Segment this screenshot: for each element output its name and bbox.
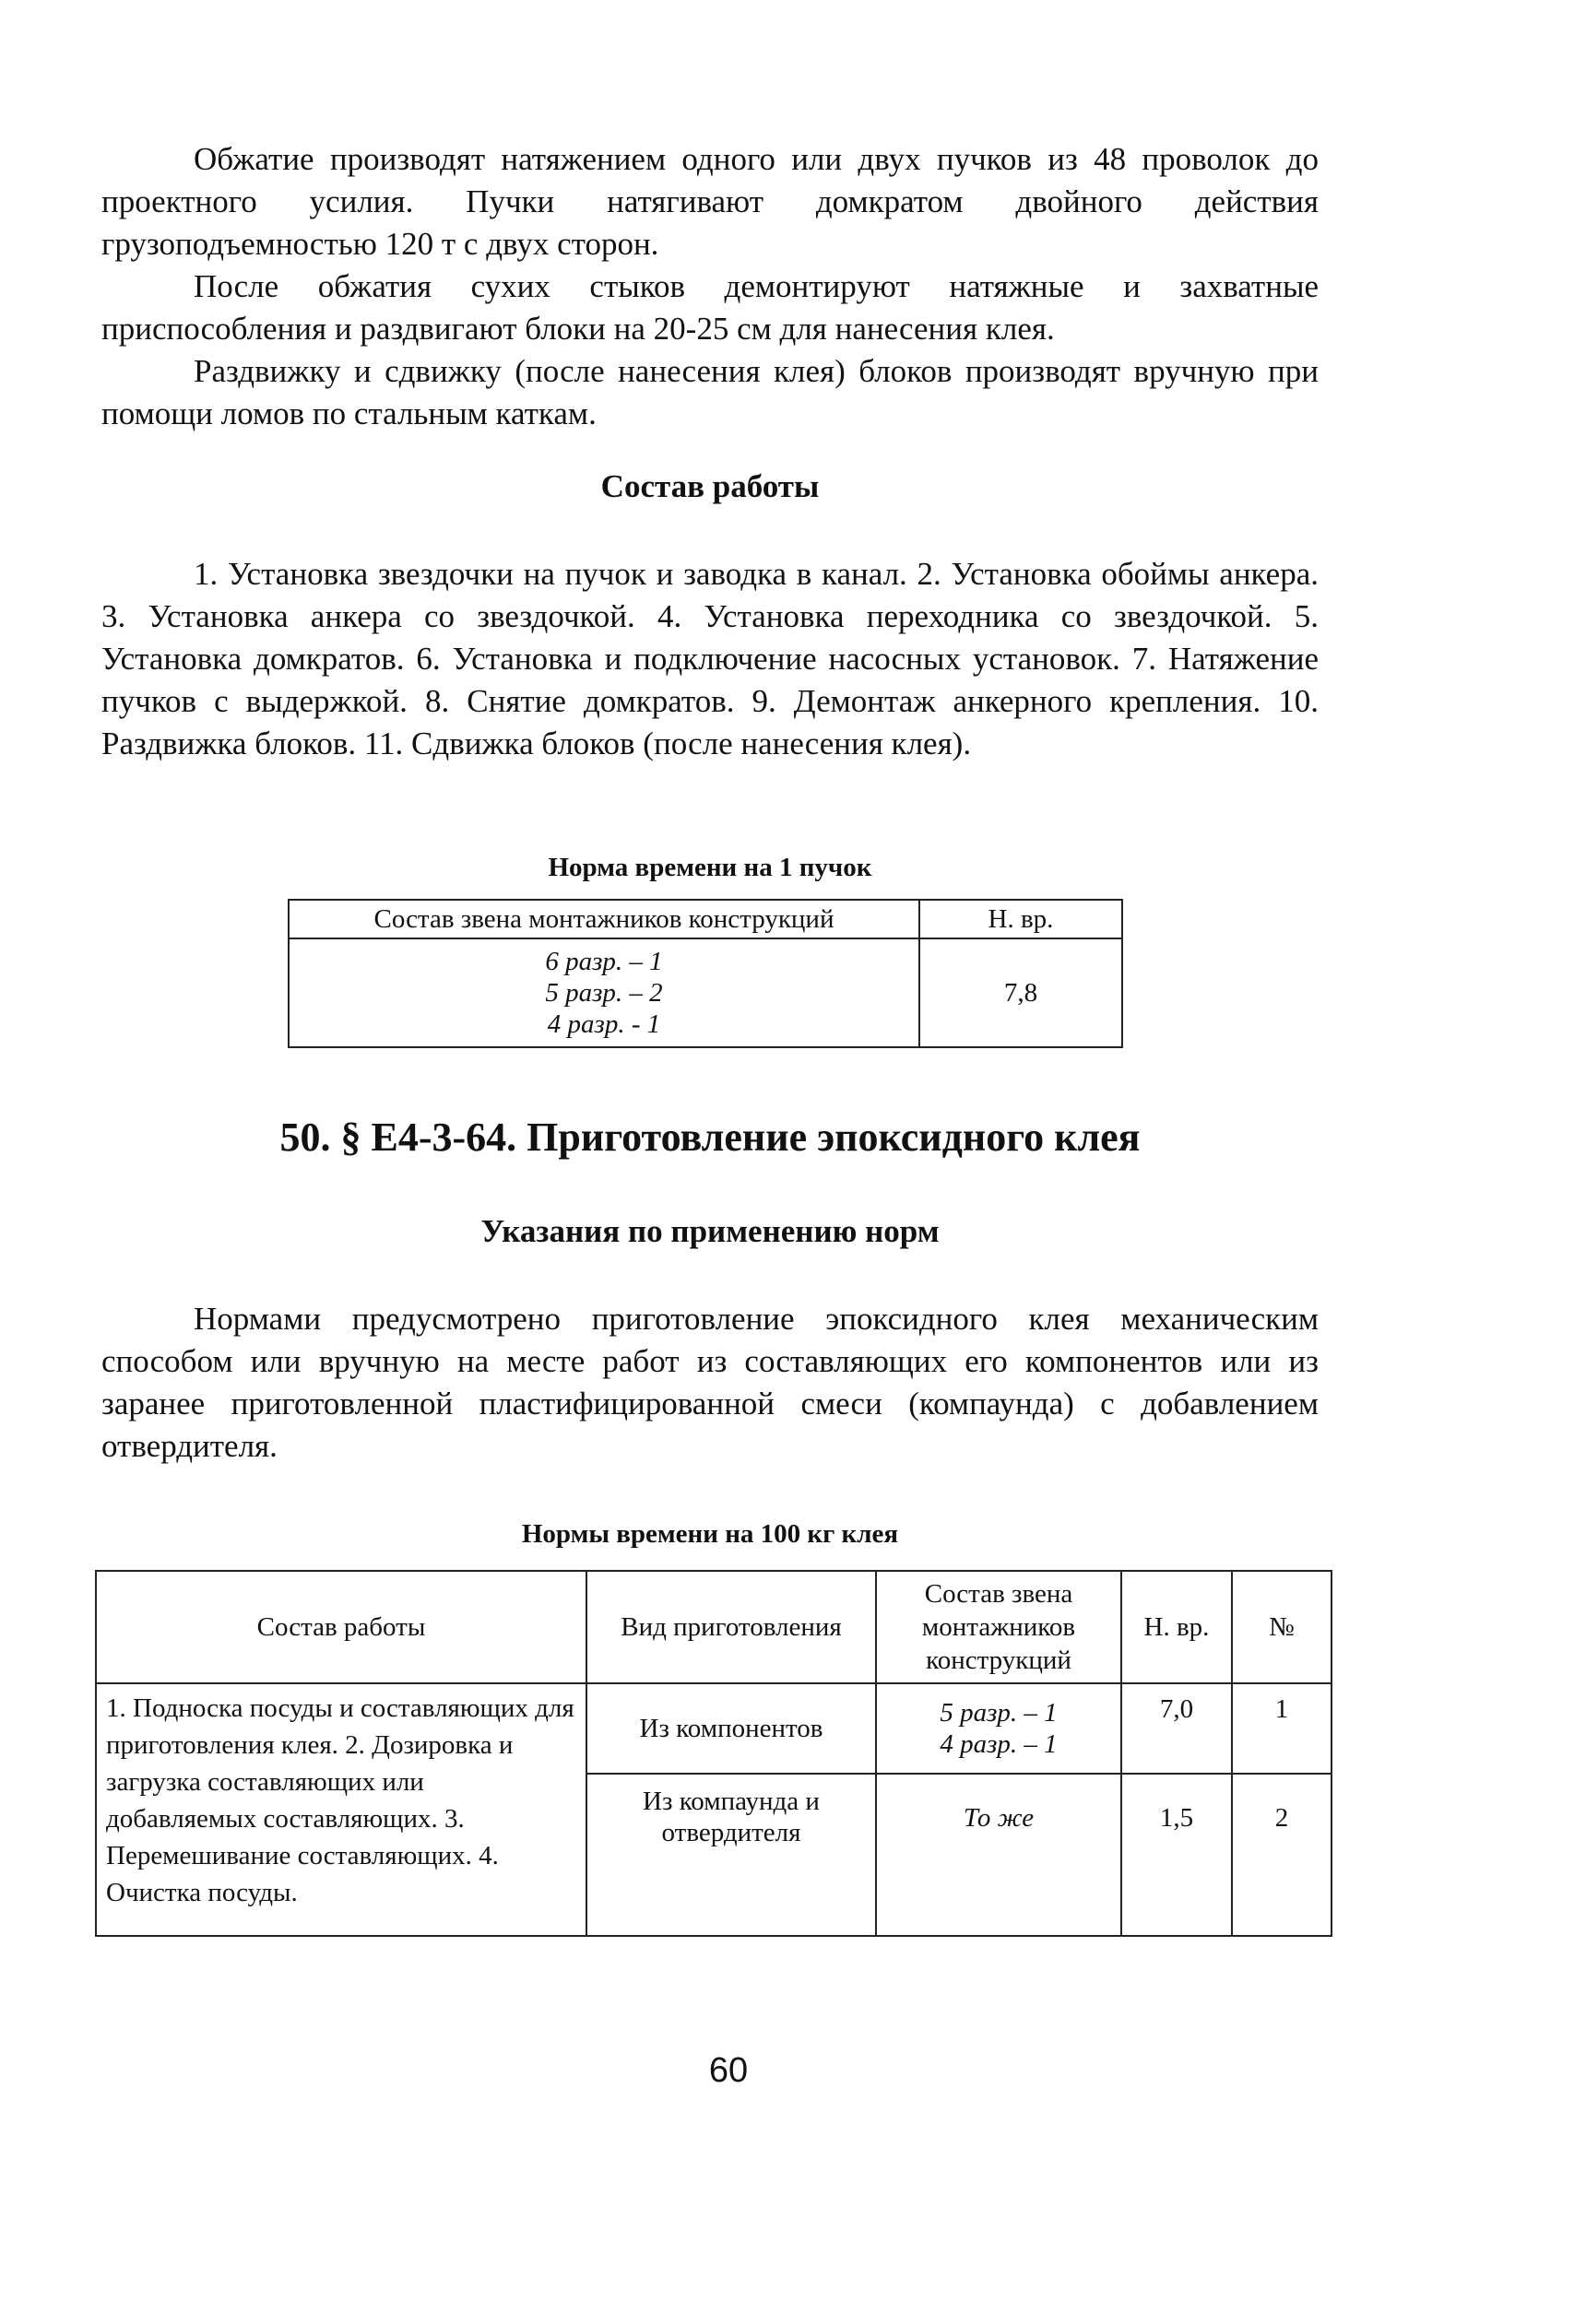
page-number: 60 xyxy=(708,2051,749,2090)
section-title: 50. § Е4-3-64. Приготовление эпоксидного клея xyxy=(279,1115,1141,1160)
table2-row2-crew: То же xyxy=(876,1774,1121,1936)
table2-row2-type: Из компаунда и отвердителя xyxy=(586,1774,876,1936)
table2-row1-norm: 7,0 xyxy=(1121,1683,1232,1774)
table2-row2-number: 2 xyxy=(1232,1774,1332,1936)
table2-work-description: 1. Подноска посуды и составляющих для приготовления клея. 2. Дозировка и загрузка составляющих или добавляемых составляющих. 3. Перемешивание составляющих. 4. Очистка посуды. xyxy=(96,1683,586,1936)
table2-header-type: Вид приготовления xyxy=(586,1571,876,1683)
guidance-heading: Указания по применению норм xyxy=(480,1213,940,1249)
table1-header-crew: Состав звена монтажников конструкций xyxy=(289,900,919,938)
paragraph-dismantling: После обжатия сухих стыков демонтируют натяжные и захватные приспособления и раздвигают блоки на 20-25 см для нанесения клея. xyxy=(101,268,1319,347)
table1-header-norm: Н. вр. xyxy=(919,900,1122,938)
norm-table-per-100kg xyxy=(95,1570,1332,1937)
composition-text: 1. Установка звездочки на пучок и заводка в канал. 2. Установка обоймы анкера. 3. Установка анкера со звездочкой. 4. Установка переходника со звездочкой. 5. Установка домкратов. 6. Установка и подключение насосных установок. 7. Натяжение пучков с выдержкой. 8. Снятие домкратов. 9. Демонтаж анкерного крепления. 10. Раздвижка блоков. 11. Сдвижка блоков (после нанесения клея). xyxy=(101,556,1319,761)
crew-rank: 6 разр. – 1 xyxy=(545,947,663,976)
paragraph-compression: Обжатие производят натяжением одного или двух пучков из 48 проволок до проектного усилия. Пучки натягивают домкратом двойного действия грузоподъемностью 120 т с двух сторон. xyxy=(101,141,1319,262)
table1-crew-cell xyxy=(289,938,919,1047)
paragraph-block-moving: Раздвижку и сдвижку (после нанесения клея) блоков производят вручную при помощи ломов по стальным каткам. xyxy=(101,353,1319,431)
table2-caption: Нормы времени на 100 кг клея xyxy=(521,1519,899,1549)
table1-norm-value: 7,8 xyxy=(919,938,1122,1047)
table2-header-norm: Н. вр. xyxy=(1121,1571,1232,1683)
table2-row1-number: 1 xyxy=(1232,1683,1332,1774)
table1-caption: Норма времени на 1 пучок xyxy=(548,853,872,882)
table2-header-work: Состав работы xyxy=(96,1571,586,1683)
composition-heading: Состав работы xyxy=(600,468,820,504)
table2-row1-crew xyxy=(876,1683,1121,1774)
crew-rank: 5 разр. – 1 xyxy=(940,1698,1058,1728)
norm-table-per-bundle xyxy=(288,899,1123,1048)
crew-rank: 4 разр. – 1 xyxy=(940,1729,1058,1759)
table2-row1-type: Из компонентов xyxy=(586,1683,876,1774)
table2-header-crew: Состав звена монтажников конструкций xyxy=(876,1571,1121,1683)
guidance-text: Нормами предусмотрено приготовление эпоксидного клея механическим способом или вручную на месте работ из составляющих его компонентов или из заранее приготовленной пластифицированной смеси (компаунда) с добавлением отвердителя. xyxy=(101,1301,1319,1464)
crew-rank: 4 разр. - 1 xyxy=(547,1009,661,1039)
crew-rank: 5 разр. – 2 xyxy=(545,978,663,1008)
table2-header-number: № xyxy=(1232,1571,1332,1683)
table2-row2-norm: 1,5 xyxy=(1121,1774,1232,1936)
